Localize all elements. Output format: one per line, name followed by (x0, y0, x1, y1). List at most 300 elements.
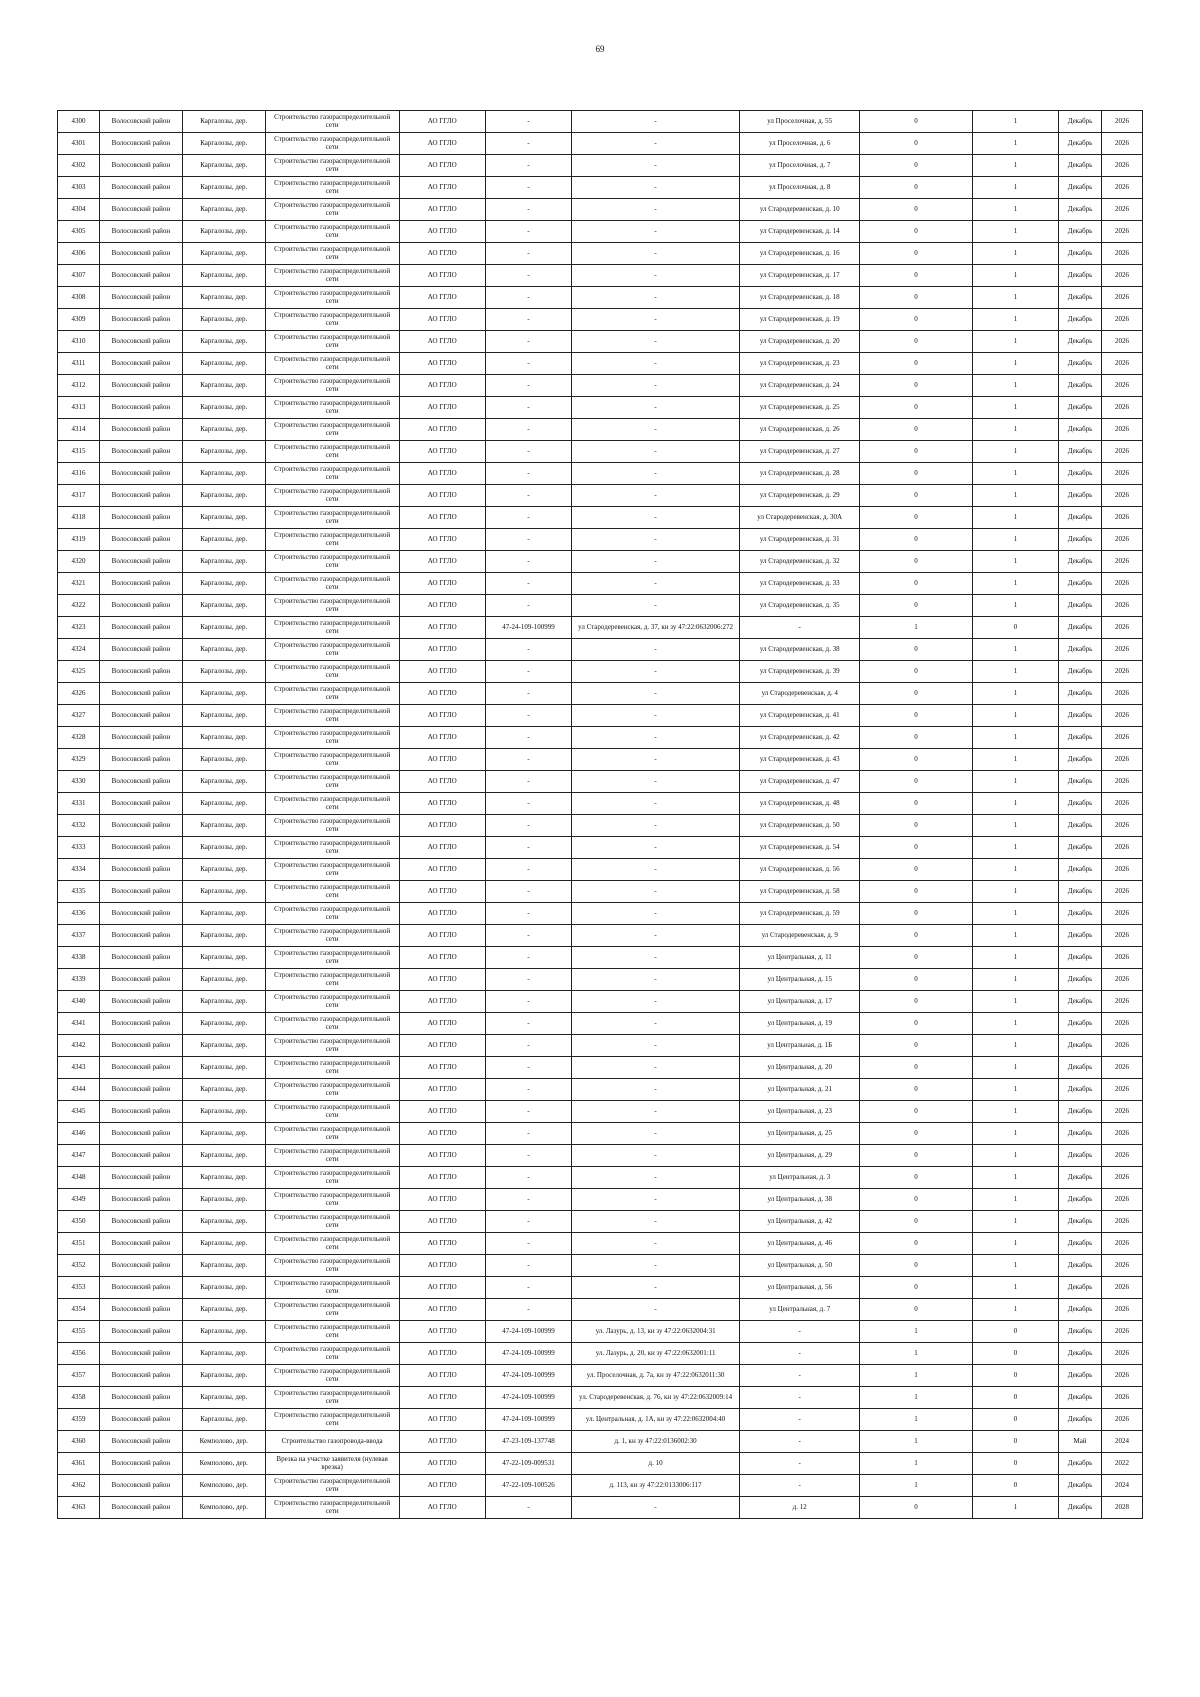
row-number-cell: 4320 (58, 551, 100, 573)
count-b-cell: 1 (972, 309, 1058, 331)
count-b-cell: 1 (972, 661, 1058, 683)
district-cell: Волосовский район (99, 991, 182, 1013)
month-cell: Декабрь (1058, 1123, 1101, 1145)
gas-connection-table (57, 110, 1143, 1519)
count-b-cell: 1 (972, 1299, 1058, 1321)
month-cell: Декабрь (1058, 353, 1101, 375)
cadastral-address-cell: д. 113, кн зу 47:22:0133006:117 (572, 1475, 740, 1497)
contract-number-cell: - (485, 1167, 571, 1189)
table-row (58, 705, 1143, 727)
table-row (58, 837, 1143, 859)
table-row (58, 1365, 1143, 1387)
district-cell: Волосовский район (99, 199, 182, 221)
row-number-cell: 4302 (58, 155, 100, 177)
work-type-cell: Строительство газораспределительной сети (265, 947, 399, 969)
count-a-cell: 0 (860, 1189, 972, 1211)
cadastral-address-cell: - (572, 155, 740, 177)
operator-cell: АО ГГЛО (399, 683, 485, 705)
cadastral-address-cell: - (572, 243, 740, 265)
table-row (58, 749, 1143, 771)
table-row (58, 859, 1143, 881)
month-cell: Декабрь (1058, 1189, 1101, 1211)
settlement-cell: Каргалозы, дер. (182, 815, 265, 837)
count-a-cell: 0 (860, 991, 972, 1013)
operator-cell: АО ГГЛО (399, 309, 485, 331)
settlement-cell: Каргалозы, дер. (182, 177, 265, 199)
work-type-cell: Строительство газораспределительной сети (265, 1255, 399, 1277)
contract-number-cell: 47-24-109-100999 (485, 1365, 571, 1387)
settlement-cell: Каргалозы, дер. (182, 1299, 265, 1321)
operator-cell: АО ГГЛО (399, 749, 485, 771)
row-number-cell: 4306 (58, 243, 100, 265)
row-number-cell: 4337 (58, 925, 100, 947)
street-address-cell: - (740, 1387, 860, 1409)
month-cell: Декабрь (1058, 903, 1101, 925)
table-row (58, 1079, 1143, 1101)
settlement-cell: Кемполово, дер. (182, 1431, 265, 1453)
settlement-cell: Каргалозы, дер. (182, 617, 265, 639)
cadastral-address-cell: - (572, 551, 740, 573)
settlement-cell: Каргалозы, дер. (182, 265, 265, 287)
table-row (58, 1387, 1143, 1409)
count-a-cell: 1 (860, 1321, 972, 1343)
contract-number-cell: - (485, 881, 571, 903)
table-row (58, 683, 1143, 705)
year-cell: 2026 (1102, 639, 1143, 661)
table-row (58, 397, 1143, 419)
count-b-cell: 1 (972, 1057, 1058, 1079)
count-a-cell: 0 (860, 397, 972, 419)
district-cell: Волосовский район (99, 815, 182, 837)
street-address-cell: ул Стародеревенская, д. 56 (740, 859, 860, 881)
street-address-cell: ул Стародеревенская, д. 28 (740, 463, 860, 485)
contract-number-cell: - (485, 221, 571, 243)
cadastral-address-cell: - (572, 771, 740, 793)
operator-cell: АО ГГЛО (399, 397, 485, 419)
contract-number-cell: - (485, 925, 571, 947)
count-a-cell: 1 (860, 1431, 972, 1453)
work-type-cell: Строительство газораспределительной сети (265, 1057, 399, 1079)
cadastral-address-cell: - (572, 1013, 740, 1035)
year-cell: 2026 (1102, 903, 1143, 925)
district-cell: Волосовский район (99, 243, 182, 265)
district-cell: Волосовский район (99, 353, 182, 375)
operator-cell: АО ГГЛО (399, 331, 485, 353)
district-cell: Волосовский район (99, 133, 182, 155)
row-number-cell: 4343 (58, 1057, 100, 1079)
cadastral-address-cell: - (572, 969, 740, 991)
table-row (58, 1211, 1143, 1233)
count-b-cell: 0 (972, 1409, 1058, 1431)
count-b-cell: 1 (972, 749, 1058, 771)
work-type-cell: Строительство газораспределительной сети (265, 881, 399, 903)
contract-number-cell: - (485, 595, 571, 617)
contract-number-cell: 47-22-109-009531 (485, 1453, 571, 1475)
count-a-cell: 0 (860, 111, 972, 133)
cadastral-address-cell: - (572, 727, 740, 749)
street-address-cell: ул Стародеревенская, д. 17 (740, 265, 860, 287)
operator-cell: АО ГГЛО (399, 507, 485, 529)
settlement-cell: Каргалозы, дер. (182, 1233, 265, 1255)
table-row (58, 727, 1143, 749)
district-cell: Волосовский район (99, 1497, 182, 1519)
count-a-cell: 0 (860, 221, 972, 243)
district-cell: Волосовский район (99, 155, 182, 177)
month-cell: Декабрь (1058, 573, 1101, 595)
district-cell: Волосовский район (99, 1343, 182, 1365)
operator-cell: АО ГГЛО (399, 595, 485, 617)
district-cell: Волосовский район (99, 1167, 182, 1189)
row-number-cell: 4321 (58, 573, 100, 595)
row-number-cell: 4339 (58, 969, 100, 991)
cadastral-address-cell: - (572, 309, 740, 331)
count-a-cell: 0 (860, 1035, 972, 1057)
street-address-cell: ул Стародеревенская, д. 19 (740, 309, 860, 331)
count-a-cell: 0 (860, 331, 972, 353)
settlement-cell: Каргалозы, дер. (182, 1079, 265, 1101)
district-cell: Волосовский район (99, 1365, 182, 1387)
work-type-cell: Строительство газораспределительной сети (265, 243, 399, 265)
contract-number-cell: - (485, 463, 571, 485)
operator-cell: АО ГГЛО (399, 463, 485, 485)
work-type-cell: Строительство газопровода-ввода (265, 1431, 399, 1453)
contract-number-cell: - (485, 1057, 571, 1079)
count-b-cell: 1 (972, 243, 1058, 265)
work-type-cell: Строительство газораспределительной сети (265, 1277, 399, 1299)
count-b-cell: 1 (972, 353, 1058, 375)
district-cell: Волосовский район (99, 331, 182, 353)
year-cell: 2026 (1102, 969, 1143, 991)
street-address-cell: ул Проселочная, д. 8 (740, 177, 860, 199)
contract-number-cell: - (485, 419, 571, 441)
row-number-cell: 4324 (58, 639, 100, 661)
work-type-cell: Строительство газораспределительной сети (265, 991, 399, 1013)
year-cell: 2026 (1102, 1387, 1143, 1409)
count-a-cell: 1 (860, 1343, 972, 1365)
count-a-cell: 0 (860, 1079, 972, 1101)
contract-number-cell: 47-22-109-100526 (485, 1475, 571, 1497)
street-address-cell: ул Стародеревенская, д. 9 (740, 925, 860, 947)
work-type-cell: Строительство газораспределительной сети (265, 1233, 399, 1255)
settlement-cell: Каргалозы, дер. (182, 1189, 265, 1211)
cadastral-address-cell: - (572, 111, 740, 133)
count-b-cell: 1 (972, 1255, 1058, 1277)
work-type-cell: Строительство газораспределительной сети (265, 287, 399, 309)
street-address-cell: ул Стародеревенская, д. 35 (740, 595, 860, 617)
table-row (58, 1145, 1143, 1167)
year-cell: 2026 (1102, 1211, 1143, 1233)
table-row (58, 485, 1143, 507)
table-row (58, 287, 1143, 309)
street-address-cell: ул Центральная, д. 21 (740, 1079, 860, 1101)
count-b-cell: 1 (972, 397, 1058, 419)
count-b-cell: 1 (972, 903, 1058, 925)
street-address-cell: ул Стародеревенская, д. 54 (740, 837, 860, 859)
count-b-cell: 1 (972, 1035, 1058, 1057)
street-address-cell: ул Центральная, д. 50 (740, 1255, 860, 1277)
row-number-cell: 4348 (58, 1167, 100, 1189)
operator-cell: АО ГГЛО (399, 199, 485, 221)
count-b-cell: 1 (972, 529, 1058, 551)
year-cell: 2026 (1102, 595, 1143, 617)
work-type-cell: Строительство газораспределительной сети (265, 727, 399, 749)
work-type-cell: Строительство газораспределительной сети (265, 133, 399, 155)
count-a-cell: 0 (860, 1277, 972, 1299)
year-cell: 2026 (1102, 793, 1143, 815)
count-a-cell: 0 (860, 529, 972, 551)
district-cell: Волосовский район (99, 617, 182, 639)
cadastral-address-cell: - (572, 815, 740, 837)
count-b-cell: 1 (972, 1123, 1058, 1145)
street-address-cell: ул Центральная, д. 17 (740, 991, 860, 1013)
table-row (58, 947, 1143, 969)
count-a-cell: 0 (860, 507, 972, 529)
table-row (58, 309, 1143, 331)
row-number-cell: 4345 (58, 1101, 100, 1123)
street-address-cell: ул Стародеревенская, д. 31 (740, 529, 860, 551)
year-cell: 2026 (1102, 947, 1143, 969)
cadastral-address-cell: - (572, 177, 740, 199)
operator-cell: АО ГГЛО (399, 837, 485, 859)
month-cell: Декабрь (1058, 551, 1101, 573)
count-a-cell: 0 (860, 683, 972, 705)
operator-cell: АО ГГЛО (399, 551, 485, 573)
count-b-cell: 1 (972, 947, 1058, 969)
count-b-cell: 1 (972, 683, 1058, 705)
row-number-cell: 4334 (58, 859, 100, 881)
year-cell: 2026 (1102, 573, 1143, 595)
operator-cell: АО ГГЛО (399, 947, 485, 969)
district-cell: Волосовский район (99, 265, 182, 287)
operator-cell: АО ГГЛО (399, 1431, 485, 1453)
settlement-cell: Каргалозы, дер. (182, 133, 265, 155)
contract-number-cell: - (485, 551, 571, 573)
settlement-cell: Каргалозы, дер. (182, 1145, 265, 1167)
settlement-cell: Каргалозы, дер. (182, 551, 265, 573)
work-type-cell: Строительство газораспределительной сети (265, 1497, 399, 1519)
month-cell: Декабрь (1058, 661, 1101, 683)
row-number-cell: 4356 (58, 1343, 100, 1365)
work-type-cell: Строительство газораспределительной сети (265, 463, 399, 485)
district-cell: Волосовский район (99, 287, 182, 309)
row-number-cell: 4309 (58, 309, 100, 331)
count-a-cell: 0 (860, 419, 972, 441)
street-address-cell: ул Стародеревенская, д. 38 (740, 639, 860, 661)
work-type-cell: Строительство газораспределительной сети (265, 925, 399, 947)
work-type-cell: Строительство газораспределительной сети (265, 749, 399, 771)
work-type-cell: Врезка на участке заявителя (нулевая врезка) (265, 1453, 399, 1475)
contract-number-cell: - (485, 111, 571, 133)
cadastral-address-cell: - (572, 1079, 740, 1101)
operator-cell: АО ГГЛО (399, 419, 485, 441)
work-type-cell: Строительство газораспределительной сети (265, 595, 399, 617)
year-cell: 2026 (1102, 1145, 1143, 1167)
year-cell: 2026 (1102, 749, 1143, 771)
row-number-cell: 4341 (58, 1013, 100, 1035)
count-b-cell: 1 (972, 837, 1058, 859)
street-address-cell: ул Центральная, д. 42 (740, 1211, 860, 1233)
settlement-cell: Каргалозы, дер. (182, 881, 265, 903)
district-cell: Волосовский район (99, 1321, 182, 1343)
settlement-cell: Каргалозы, дер. (182, 1101, 265, 1123)
row-number-cell: 4326 (58, 683, 100, 705)
operator-cell: АО ГГЛО (399, 1167, 485, 1189)
street-address-cell: - (740, 1453, 860, 1475)
district-cell: Волосовский район (99, 397, 182, 419)
row-number-cell: 4332 (58, 815, 100, 837)
district-cell: Волосовский район (99, 903, 182, 925)
settlement-cell: Кемполово, дер. (182, 1475, 265, 1497)
month-cell: Декабрь (1058, 727, 1101, 749)
district-cell: Волосовский район (99, 1299, 182, 1321)
count-a-cell: 0 (860, 177, 972, 199)
contract-number-cell: - (485, 529, 571, 551)
month-cell: Декабрь (1058, 991, 1101, 1013)
count-b-cell: 0 (972, 1387, 1058, 1409)
cadastral-address-cell: ул Стародеревенская, д. 37, кн зу 47:22:0632006:272 (572, 617, 740, 639)
settlement-cell: Каргалозы, дер. (182, 243, 265, 265)
table-row (58, 1321, 1143, 1343)
month-cell: Декабрь (1058, 639, 1101, 661)
year-cell: 2026 (1102, 353, 1143, 375)
operator-cell: АО ГГЛО (399, 1057, 485, 1079)
work-type-cell: Строительство газораспределительной сети (265, 397, 399, 419)
work-type-cell: Строительство газораспределительной сети (265, 969, 399, 991)
count-b-cell: 0 (972, 1453, 1058, 1475)
table-row (58, 1453, 1143, 1475)
settlement-cell: Каргалозы, дер. (182, 1365, 265, 1387)
contract-number-cell: - (485, 243, 571, 265)
street-address-cell: ул Стародеревенская, д. 41 (740, 705, 860, 727)
contract-number-cell: - (485, 1211, 571, 1233)
cadastral-address-cell: - (572, 287, 740, 309)
street-address-cell: ул Центральная, д. 15 (740, 969, 860, 991)
contract-number-cell: - (485, 573, 571, 595)
month-cell: Декабрь (1058, 1343, 1101, 1365)
work-type-cell: Строительство газораспределительной сети (265, 265, 399, 287)
count-b-cell: 1 (972, 1233, 1058, 1255)
row-number-cell: 4362 (58, 1475, 100, 1497)
street-address-cell: ул Стародеревенская, д. 30А (740, 507, 860, 529)
district-cell: Волосовский район (99, 705, 182, 727)
operator-cell: АО ГГЛО (399, 1079, 485, 1101)
operator-cell: АО ГГЛО (399, 1343, 485, 1365)
row-number-cell: 4330 (58, 771, 100, 793)
row-number-cell: 4312 (58, 375, 100, 397)
row-number-cell: 4353 (58, 1277, 100, 1299)
table-row (58, 1343, 1143, 1365)
settlement-cell: Каргалозы, дер. (182, 793, 265, 815)
work-type-cell: Строительство газораспределительной сети (265, 1343, 399, 1365)
month-cell: Декабрь (1058, 529, 1101, 551)
work-type-cell: Строительство газораспределительной сети (265, 1079, 399, 1101)
count-a-cell: 0 (860, 969, 972, 991)
work-type-cell: Строительство газораспределительной сети (265, 485, 399, 507)
row-number-cell: 4317 (58, 485, 100, 507)
street-address-cell: ул Центральная, д. 11 (740, 947, 860, 969)
row-number-cell: 4319 (58, 529, 100, 551)
cadastral-address-cell: - (572, 991, 740, 1013)
district-cell: Волосовский район (99, 793, 182, 815)
district-cell: Волосовский район (99, 1035, 182, 1057)
count-a-cell: 0 (860, 595, 972, 617)
count-a-cell: 0 (860, 199, 972, 221)
table-row (58, 1057, 1143, 1079)
row-number-cell: 4322 (58, 595, 100, 617)
operator-cell: АО ГГЛО (399, 859, 485, 881)
settlement-cell: Каргалозы, дер. (182, 507, 265, 529)
year-cell: 2026 (1102, 859, 1143, 881)
count-b-cell: 0 (972, 1431, 1058, 1453)
operator-cell: АО ГГЛО (399, 1123, 485, 1145)
month-cell: Декабрь (1058, 1145, 1101, 1167)
cadastral-address-cell: ул. Лазурь, д. 13, кн зу 47:22:0632004:31 (572, 1321, 740, 1343)
row-number-cell: 4352 (58, 1255, 100, 1277)
count-b-cell: 1 (972, 265, 1058, 287)
street-address-cell: ул Стародеревенская, д. 14 (740, 221, 860, 243)
contract-number-cell: - (485, 1497, 571, 1519)
year-cell: 2026 (1102, 287, 1143, 309)
operator-cell: АО ГГЛО (399, 639, 485, 661)
operator-cell: АО ГГЛО (399, 265, 485, 287)
count-b-cell: 1 (972, 1167, 1058, 1189)
count-a-cell: 0 (860, 375, 972, 397)
year-cell: 2026 (1102, 1013, 1143, 1035)
count-a-cell: 0 (860, 1145, 972, 1167)
table-row (58, 595, 1143, 617)
district-cell: Волосовский район (99, 1255, 182, 1277)
contract-number-cell: - (485, 1101, 571, 1123)
cadastral-address-cell: - (572, 903, 740, 925)
year-cell: 2026 (1102, 617, 1143, 639)
month-cell: Декабрь (1058, 375, 1101, 397)
year-cell: 2026 (1102, 243, 1143, 265)
count-a-cell: 0 (860, 551, 972, 573)
work-type-cell: Строительство газораспределительной сети (265, 419, 399, 441)
cadastral-address-cell: - (572, 1255, 740, 1277)
settlement-cell: Каргалозы, дер. (182, 463, 265, 485)
year-cell: 2024 (1102, 1431, 1143, 1453)
contract-number-cell: - (485, 155, 571, 177)
street-address-cell: - (740, 1343, 860, 1365)
operator-cell: АО ГГЛО (399, 485, 485, 507)
count-b-cell: 1 (972, 815, 1058, 837)
row-number-cell: 4344 (58, 1079, 100, 1101)
work-type-cell: Строительство газораспределительной сети (265, 155, 399, 177)
month-cell: Декабрь (1058, 1211, 1101, 1233)
settlement-cell: Каргалозы, дер. (182, 331, 265, 353)
count-b-cell: 1 (972, 133, 1058, 155)
settlement-cell: Каргалозы, дер. (182, 111, 265, 133)
district-cell: Волосовский район (99, 683, 182, 705)
work-type-cell: Строительство газораспределительной сети (265, 639, 399, 661)
month-cell: Декабрь (1058, 837, 1101, 859)
count-a-cell: 0 (860, 1101, 972, 1123)
month-cell: Декабрь (1058, 1035, 1101, 1057)
street-address-cell: ул Стародеревенская, д. 59 (740, 903, 860, 925)
count-a-cell: 0 (860, 771, 972, 793)
settlement-cell: Каргалозы, дер. (182, 683, 265, 705)
count-b-cell: 1 (972, 287, 1058, 309)
count-a-cell: 0 (860, 353, 972, 375)
page-number: 69 (595, 44, 605, 54)
district-cell: Волосовский район (99, 1123, 182, 1145)
work-type-cell: Строительство газораспределительной сети (265, 573, 399, 595)
street-address-cell: ул Центральная, д. 29 (740, 1145, 860, 1167)
operator-cell: АО ГГЛО (399, 177, 485, 199)
year-cell: 2026 (1102, 683, 1143, 705)
settlement-cell: Каргалозы, дер. (182, 771, 265, 793)
